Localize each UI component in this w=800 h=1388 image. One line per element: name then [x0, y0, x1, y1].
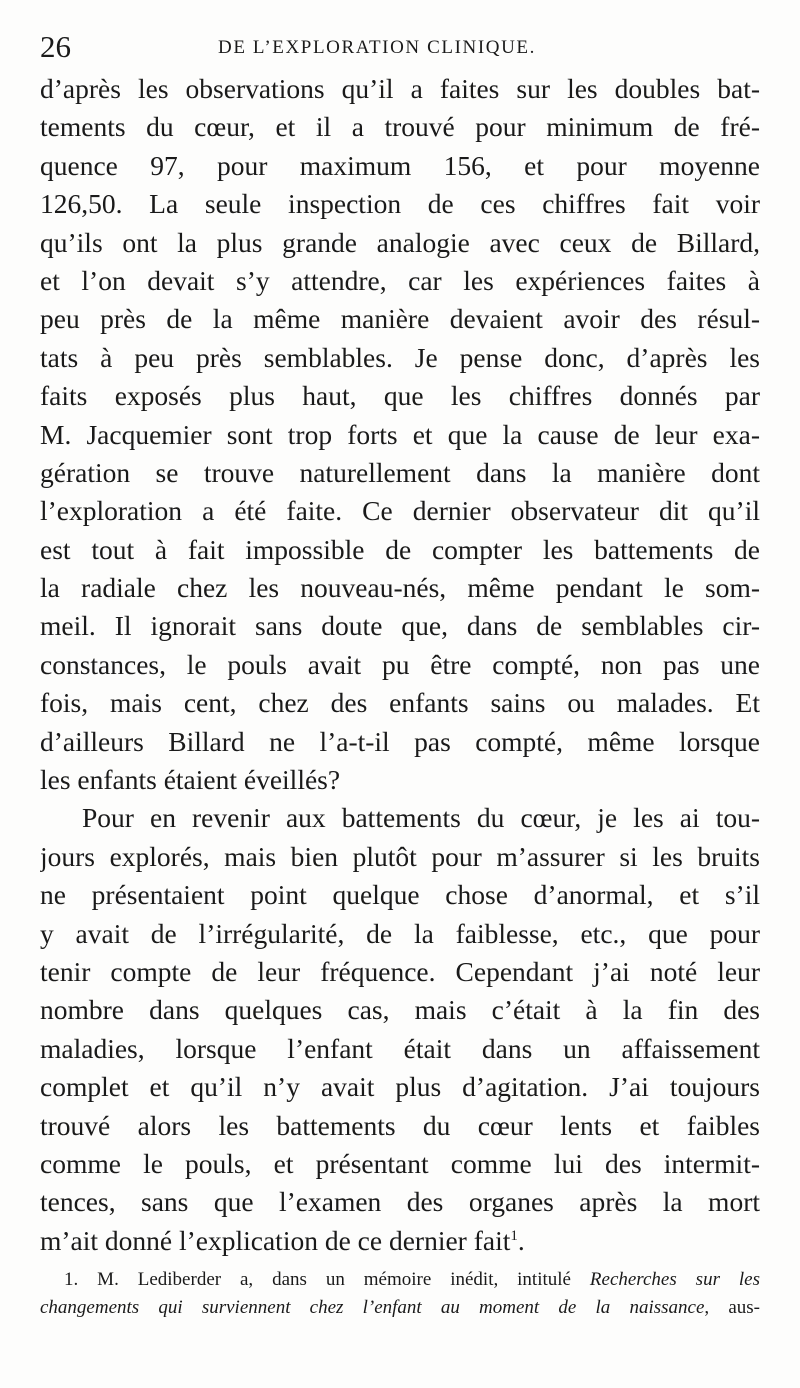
text-line: les enfants étaient éveillés?: [40, 764, 341, 796]
text-line: tences, sans que l’examen des organes après la mort: [40, 1186, 760, 1218]
text-line: quence 97, pour maximum 156, et pour moyenne: [40, 149, 760, 181]
text-line: est tout à fait impossible de compter les battements de: [40, 533, 760, 565]
text-line: qu’ils ont la plus grande analogie avec ceux de Billard,: [40, 226, 760, 258]
text-line: tats à peu près semblables. Je pense donc, d’après les: [40, 341, 760, 373]
text-line: peu près de la même manière devaient avoir des résul-: [40, 303, 760, 335]
text-line: d’ailleurs Billard ne l’a-t-il pas compté, même lorsque: [40, 725, 760, 757]
text-line: meil. Il ignorait sans doute que, dans de semblables cir-: [40, 610, 760, 642]
text-line: complet et qu’il n’y avait plus d’agitation. J’ai toujours: [40, 1071, 760, 1103]
text-line: d’après les observations qu’il a faites sur les doubles bat-: [40, 73, 760, 104]
text-line: tenir compte de leur fréquence. Cependant j’ai noté leur: [40, 955, 760, 987]
text-line: y avait de l’irrégularité, de la faiblesse, etc., que pour: [40, 917, 760, 949]
text-line: nombre dans quelques cas, mais c’était à la fin des: [40, 994, 760, 1026]
text-line: M. Jacquemier sont trop forts et que la cause de leur exa-: [40, 418, 760, 450]
text-line: 126,50. La seule inspection de ces chiffres fait voir: [40, 188, 760, 220]
text-line: la radiale chez les nouveau-nés, même pendant le som-: [40, 572, 760, 604]
text-line: constances, le pouls avait pu être compté, non pas une: [40, 648, 760, 680]
footnote-italic-title-cont: changements qui surviennent chez l’enfant au moment de la naissance: [40, 1297, 705, 1318]
text-line: et l’on devait s’y attendre, car les expériences faites à: [40, 264, 760, 296]
footnote-line: [40, 1266, 760, 1294]
text-line: trouvé alors les battements du cœur lents et faibles: [40, 1109, 760, 1141]
text-line: comme le pouls, et présentant comme lui des intermit-: [40, 1147, 760, 1179]
text-line: l’exploration a été faite. Ce dernier observateur dit qu’il: [40, 495, 760, 527]
body-text: [40, 70, 760, 1260]
footnote-italic-title: Recherches sur les: [589, 1269, 760, 1290]
footnote-suffix: , aus-: [704, 1297, 760, 1318]
text-line: fois, mais cent, chez des enfants sains ou malades. Et: [40, 687, 760, 719]
text-line: jours explorés, mais bien plutôt pour m’assurer si les bruits: [40, 840, 760, 872]
text-line: maladies, lorsque l’enfant était dans un affaissement: [40, 1032, 760, 1064]
text-line: gération se trouve naturellement dans la manière dont: [40, 456, 760, 488]
text-line: ne présentaient point quelque chose d’anormal, et s’il: [40, 879, 760, 911]
text-line: Pour en revenir aux battements du cœur, je les ai tou-: [82, 802, 760, 834]
final-period: .: [517, 1224, 525, 1256]
text-line-with-note: [40, 1222, 760, 1260]
footnote-line: [40, 1294, 760, 1322]
footnote-marker: 1: [510, 1227, 518, 1244]
footnote-prefix: 1. M. Lediberder a, dans un mémoire inédit, intitulé: [64, 1269, 571, 1290]
text-line: faits exposés plus haut, que les chiffres donnés par: [40, 380, 760, 412]
text-line: tements du cœur, et il a trouvé pour minimum de fré-: [40, 111, 760, 143]
text-line-content: m’ait donné l’explication de ce dernier fait: [40, 1224, 511, 1256]
footnote: [40, 1266, 760, 1322]
page-number: 26: [40, 29, 71, 64]
running-head: [40, 30, 760, 64]
running-title: DE L’EXPLORATION CLINIQUE.: [218, 37, 536, 58]
